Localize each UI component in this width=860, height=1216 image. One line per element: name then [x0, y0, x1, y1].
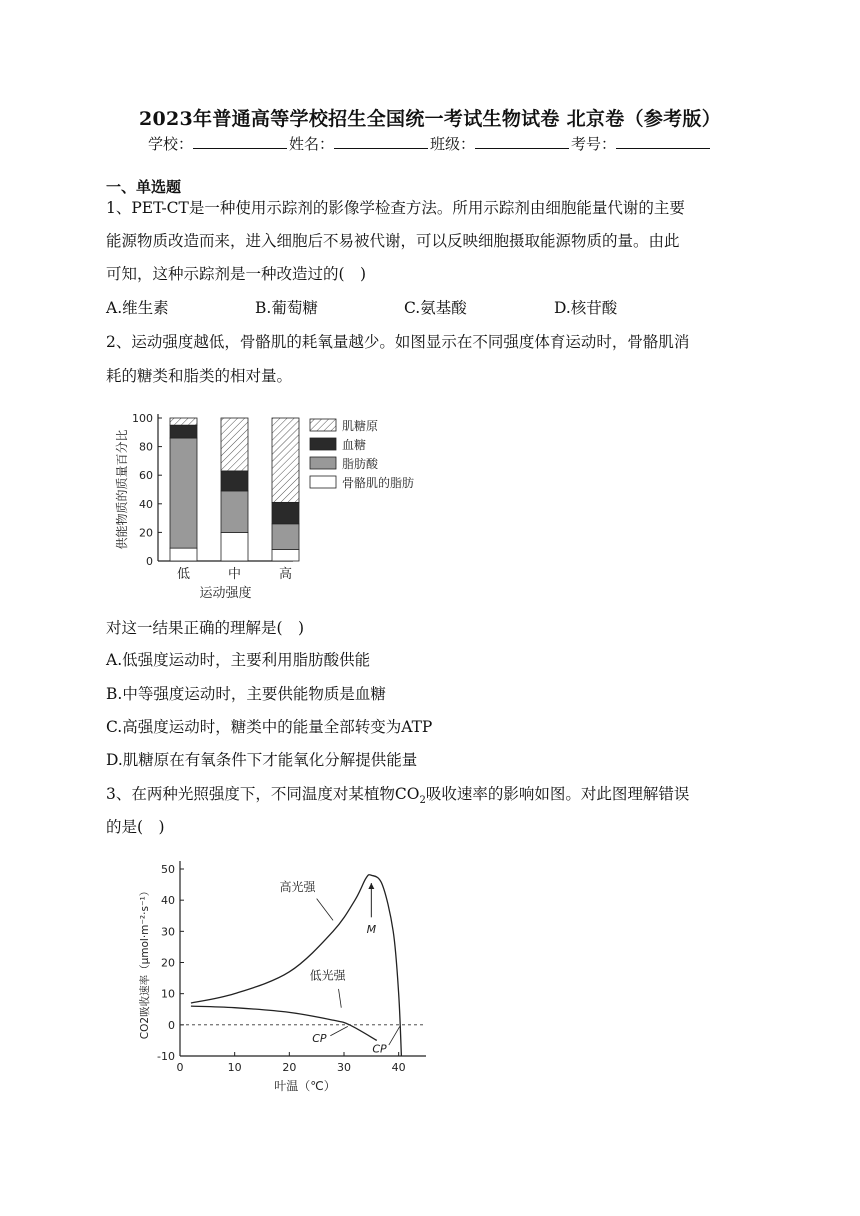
x-axis-label: 叶温（℃） — [274, 1079, 336, 1093]
series-label-low: 低光强 — [309, 968, 346, 983]
q2-option-b[interactable]: B.中等强度运动时，主要供能物质是血糖 — [106, 685, 386, 703]
q1-line-3: 可知，这种示踪剂是一种改造过的( ) — [106, 265, 367, 283]
bar-segment — [272, 550, 299, 561]
bar-segment — [170, 418, 197, 425]
y-tick-label: 10 — [161, 987, 175, 1001]
x-tick-label: 10 — [227, 1061, 242, 1074]
y-tick-label: 50 — [161, 863, 175, 876]
q1-option-b[interactable]: B.葡萄糖 — [255, 299, 318, 317]
q3-line-1 — [106, 782, 689, 806]
school-label: 学校： — [147, 135, 193, 153]
class-blank[interactable] — [475, 134, 569, 149]
y-tick-label: 30 — [161, 925, 175, 939]
name-label: 姓名： — [288, 135, 334, 153]
exam-number-label: 考号： — [571, 135, 617, 153]
y-tick-label: -10 — [157, 1050, 175, 1063]
cp-high-pointer — [389, 1026, 400, 1045]
legend-swatch — [310, 438, 336, 450]
bar-segment — [272, 524, 299, 550]
q2-line-2: 耗的糖类和脂类的相对量。 — [106, 367, 293, 385]
x-tick-label: 中 — [227, 567, 242, 582]
x-tick-label: 0 — [176, 1061, 184, 1074]
y-tick-label: 20 — [139, 526, 153, 540]
cp-low-pointer — [330, 1026, 347, 1035]
bar-segment — [221, 471, 248, 491]
bar-segment — [170, 548, 197, 561]
q3-line-2: 的是( ) — [106, 818, 165, 836]
q1-options — [106, 296, 756, 320]
q1-option-c[interactable]: C.氨基酸 — [404, 299, 467, 317]
low-light-curve — [191, 1006, 377, 1040]
max-arrow-head — [368, 883, 374, 889]
bar-segment — [221, 532, 248, 561]
legend-swatch — [310, 457, 336, 469]
legend-label: 骨骼肌的脂肪 — [342, 476, 415, 490]
annotation-m: M — [366, 922, 377, 936]
x-tick-label: 40 — [391, 1061, 406, 1074]
bar-segment — [221, 418, 248, 471]
q1-line-2: 能源物质改造而来，进入细胞后不易被代谢，可以反映细胞摄取能源物质的量。由此 — [106, 232, 680, 250]
series-label-high: 高光强 — [279, 879, 316, 894]
q1-line-1: 1、PET-CT是一种使用示踪剂的影像学检查方法。所用示踪剂由细胞能量代谢的主要 — [106, 199, 685, 217]
series-leader-low — [339, 989, 342, 1008]
x-tick-label: 30 — [337, 1061, 351, 1074]
x-axis-label: 运动强度 — [199, 586, 252, 601]
q2-prompt: 对这一结果正确的理解是( ) — [106, 619, 305, 637]
class-label: 班级： — [430, 135, 476, 153]
y-axis-label: CO2吸收速率（μmol·m⁻²·s⁻¹） — [139, 885, 151, 1040]
q2-option-a[interactable]: A.低强度运动时，主要利用脂肪酸供能 — [106, 651, 371, 669]
x-tick-label: 20 — [282, 1061, 297, 1074]
student-info-line — [0, 133, 860, 154]
bar-segment — [272, 418, 299, 502]
energy-source-stacked-bar-chart — [110, 404, 450, 604]
y-tick-label: 20 — [161, 956, 175, 970]
q3-co2-subscript: 2 — [419, 795, 426, 807]
y-tick-label: 60 — [139, 469, 153, 483]
bar-segment — [221, 491, 248, 532]
y-tick-label: 0 — [146, 555, 153, 568]
high-light-curve — [191, 875, 401, 1056]
q3-line-1-a: 3、在两种光照强度下，不同温度对某植物CO — [106, 785, 420, 803]
y-tick-label: 0 — [168, 1018, 175, 1032]
x-tick-label: 低 — [176, 567, 191, 582]
y-axis-label: 供能物质的质量百分比 — [115, 429, 129, 550]
y-tick-label: 40 — [161, 894, 175, 908]
legend-label: 肌糖原 — [342, 419, 379, 433]
co2-uptake-line-chart — [136, 852, 446, 1102]
name-blank[interactable] — [334, 134, 428, 149]
legend-label: 脂肪酸 — [342, 457, 379, 471]
q1-option-d[interactable]: D.核苷酸 — [554, 299, 618, 317]
section-heading: 一、单选题 — [106, 178, 182, 196]
q2-option-c[interactable]: C.高强度运动时，糖类中的能量全部转变为ATP — [106, 718, 433, 736]
q2-line-1: 2、运动强度越低，骨骼肌的耗氧量越少。如图显示在不同强度体育运动时，骨骼肌消 — [106, 333, 690, 351]
q3-line-1-b: 吸收速率的影响如图。对此图理解错误 — [425, 785, 690, 803]
q1-option-a[interactable]: A.维生素 — [106, 299, 169, 317]
y-tick-label: 40 — [139, 497, 153, 511]
series-leader-high — [317, 899, 333, 921]
annotation-cp-high: CP — [372, 1042, 387, 1056]
bar-segment — [170, 425, 197, 438]
bar-segment — [170, 438, 197, 548]
exam-number-blank[interactable] — [616, 134, 710, 149]
y-tick-label: 100 — [132, 412, 153, 425]
legend-swatch — [310, 476, 336, 488]
x-tick-label: 高 — [278, 567, 293, 582]
page-title: 2023年普通高等学校招生全国统一考试生物试卷 北京卷（参考版） — [138, 108, 722, 130]
annotation-cp-low: CP — [312, 1031, 327, 1045]
legend-swatch — [310, 419, 336, 431]
bar-segment — [272, 502, 299, 523]
legend-label: 血糖 — [342, 438, 367, 452]
q2-option-d[interactable]: D.肌糖原在有氧条件下才能氧化分解提供能量 — [106, 751, 418, 769]
y-tick-label: 80 — [139, 440, 153, 454]
school-blank[interactable] — [193, 134, 287, 149]
